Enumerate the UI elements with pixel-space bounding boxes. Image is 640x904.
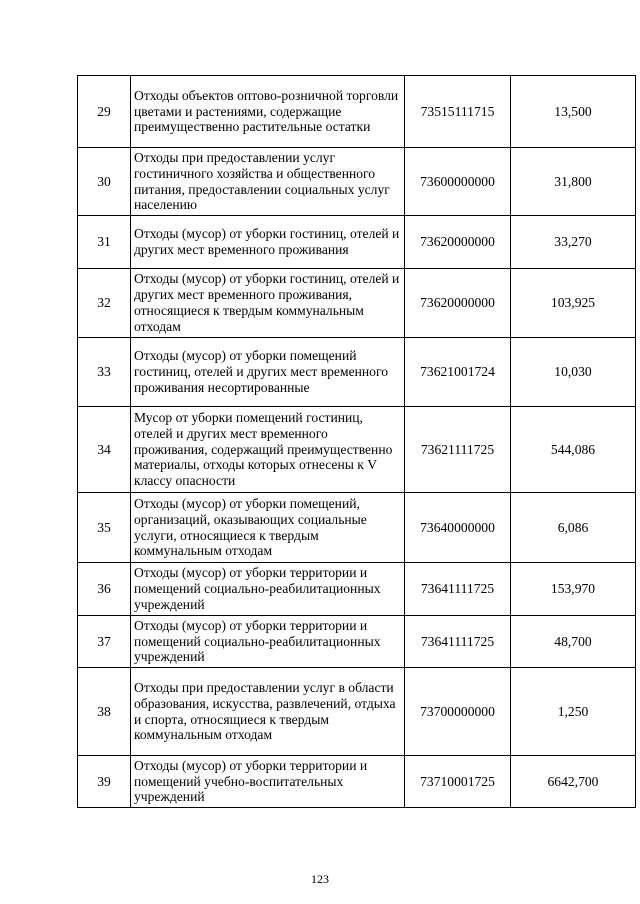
table-row [78,407,636,493]
waste-amount: 6,086 [511,493,636,563]
waste-code: 73640000000 [405,493,511,563]
waste-amount: 103,925 [511,269,636,338]
waste-amount: 1,250 [511,668,636,756]
waste-amount: 13,500 [511,76,636,148]
waste-amount: 48,700 [511,616,636,668]
row-number: 31 [78,216,131,269]
waste-code: 73620000000 [405,269,511,338]
waste-amount: 153,970 [511,563,636,616]
waste-amount: 544,086 [511,407,636,493]
waste-description: Отходы (мусор) от уборки помещений гостиниц, отелей и других мест временного проживания несортированные [131,338,405,407]
waste-code: 73710001725 [405,756,511,808]
row-number: 39 [78,756,131,808]
waste-amount: 6642,700 [511,756,636,808]
table-row [78,148,636,216]
waste-code: 73641111725 [405,563,511,616]
waste-description: Отходы (мусор) от уборки территории и помещений социально-реабилитационных учреждений [131,616,405,668]
waste-description: Отходы при предоставлении услуг гостиничного хозяйства и общественного питания, предоставлении социальных услуг населению [131,148,405,216]
waste-description: Отходы (мусор) от уборки помещений, организаций, оказывающих социальные услуги, относящиеся к твердым коммунальным отходам [131,493,405,563]
table-row [78,338,636,407]
waste-description: Отходы (мусор) от уборки гостиниц, отелей и других мест временного проживания [131,216,405,269]
waste-code: 73641111725 [405,616,511,668]
waste-code: 73621111725 [405,407,511,493]
row-number: 33 [78,338,131,407]
row-number: 37 [78,616,131,668]
page-number: 123 [311,872,329,886]
table-row [78,269,636,338]
row-number: 34 [78,407,131,493]
waste-code: 73600000000 [405,148,511,216]
waste-description: Отходы объектов оптово-розничной торговли цветами и растениями, содержащие преимущественно растительные остатки [131,76,405,148]
table-row [78,216,636,269]
table-row [78,493,636,563]
waste-code: 73700000000 [405,668,511,756]
waste-description: Отходы (мусор) от уборки территории и помещений социально-реабилитационных учреждений [131,563,405,616]
row-number: 35 [78,493,131,563]
table-row [78,756,636,808]
table-row [78,616,636,668]
waste-amount: 31,800 [511,148,636,216]
table-row [78,563,636,616]
waste-code: 73621001724 [405,338,511,407]
waste-description: Мусор от уборки помещений гостиниц, отелей и других мест временного проживания, содержащий преимущественно материалы, отходы которых отнесены к V классу опасности [131,407,405,493]
waste-code: 73620000000 [405,216,511,269]
row-number: 30 [78,148,131,216]
table-row [78,76,636,148]
waste-amount: 10,030 [511,338,636,407]
row-number: 36 [78,563,131,616]
waste-description: Отходы (мусор) от уборки территории и помещений учебно-воспитательных учреждений [131,756,405,808]
waste-code: 73515111715 [405,76,511,148]
row-number: 32 [78,269,131,338]
row-number: 29 [78,76,131,148]
waste-table [77,75,636,808]
table-row [78,668,636,756]
waste-description: Отходы (мусор) от уборки гостиниц, отелей и других мест временного проживания, относящиеся к твердым коммунальным отходам [131,269,405,338]
row-number: 38 [78,668,131,756]
waste-amount: 33,270 [511,216,636,269]
waste-description: Отходы при предоставлении услуг в области образования, искусства, развлечений, отдыха и спорта, относящиеся к твердым коммунальным отходам [131,668,405,756]
